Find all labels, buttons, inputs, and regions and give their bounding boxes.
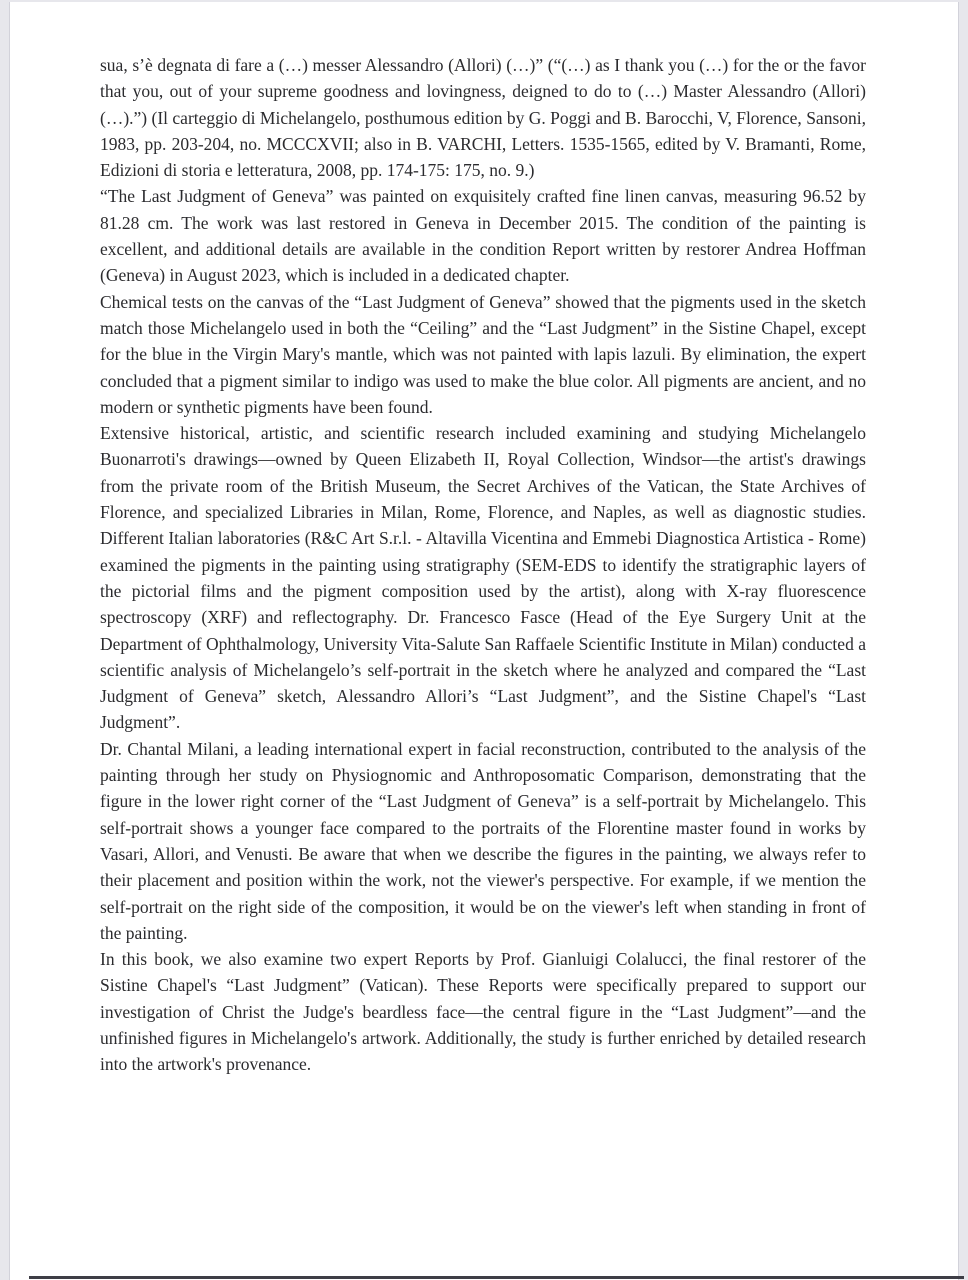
document-page xyxy=(9,2,959,1280)
paragraph-6: In this book, we also examine two expert Reports by Prof. Gianluigi Colalucci, the final restorer of the Sistine Chapel's “Last Judgment” (Vatican). These Reports were specifically prepared to support our investigation of Christ the Judge's beardless face—the central figure in the “Last Judgment”—and the unfinished figures in Michelangelo's artwork. Additionally, the study is further enriched by detailed research into the artwork's provenance. xyxy=(100,949,866,1075)
paragraph-3: Chemical tests on the canvas of the “Last Judgment of Geneva” showed that the pigments used in the sketch match those Michelangelo used in both the “Ceiling” and the “Last Judgment” in the Sistine Chapel, except for the blue in the Virgin Mary's mantle, which was not painted with lapis lazuli. By elimination, the expert concluded that a pigment similar to indigo was used to make the blue color. All pigments are ancient, and no modern or synthetic pigments have been found. xyxy=(100,291,866,417)
text-column xyxy=(100,52,866,1078)
paragraph-1: sua, s’è degnata di fare a (…) messer Alessandro (Allori) (…)” (“(…) as I thank you (…) for the or the favor that you, out of your supreme goodness and lovingness, deigned to do to (…) Master Alessandro (Allori) (…).”) (Il carteggio di Michelangelo, posthumous edition by G. Poggi and B. Barocchi, V, Florence, Sansoni, 1983, pp. 203-204, no. MCCCXVII; also in B. VARCHI, Letters. 1535-1565, edited by V. Bramanti, Rome, Edizioni di storia e letteratura, 2008, pp. 174-175: 175, no. 9.) xyxy=(100,55,866,181)
paragraph-2: “The Last Judgment of Geneva” was painted on exquisitely crafted fine linen canvas, measuring 96.52 by 81.28 cm. The work was last restored in Geneva in December 2015. The condition of the painting is excellent, and additional details are available in the condition Report written by restorer Andrea Hoffman (Geneva) in August 2023, which is included in a dedicated chapter. xyxy=(100,186,866,286)
paragraph-5: Dr. Chantal Milani, a leading international expert in facial reconstruction, contributed to the analysis of the painting through her study on Physiognomic and Anthroposomatic Comparison, demonstrating that the figure in the lower right corner of the “Last Judgment of Geneva” is a self-portrait by Michelangelo. This self-portrait shows a younger face compared to the portraits of the Florentine master found in works by Vasari, Allori, and Venusti. Be aware that when we describe the figures in the painting, we always refer to their placement and position within the work, not the viewer's perspective. For example, if we mention the self-portrait on the right side of the composition, it would be on the viewer's left when standing in front of the painting. xyxy=(100,738,866,943)
paragraph-4: Extensive historical, artistic, and scientific research included examining and studying Michelangelo Buonarroti's drawings—owned by Queen Elizabeth II, Royal Collection, Windsor—the artist's drawings from the private room of the British Museum, the Secret Archives of the Vatican, the State Archives of Florence, and specialized Libraries in Milan, Rome, Florence, and Naples, as well as diagnostic studies. Different Italian laboratories (R&C Art S.r.l. - Altavilla Vicentina and Emmebi Diagnostica Artistica - Rome) examined the pigments in the painting using stratigraphy (SEM-EDS to identify the stratigraphic layers of the pictorial films and the pigment composition used by the artist), along with X-ray fluorescence spectroscopy (XRF) and reflectography. Dr. Francesco Fasce (Head of the Eye Surgery Unit at the Department of Ophthalmology, University Vita-Salute San Raffaele Scientific Institute in Milan) conducted a scientific analysis of Michelangelo’s self-portrait in the sketch where he analyzed and compared the “Last Judgment of Geneva” sketch, Alessandro Allori’s “Last Judgment”, and the Sistine Chapel's “Last Judgment”. xyxy=(100,423,866,733)
page-bottom-rule xyxy=(29,1276,964,1279)
